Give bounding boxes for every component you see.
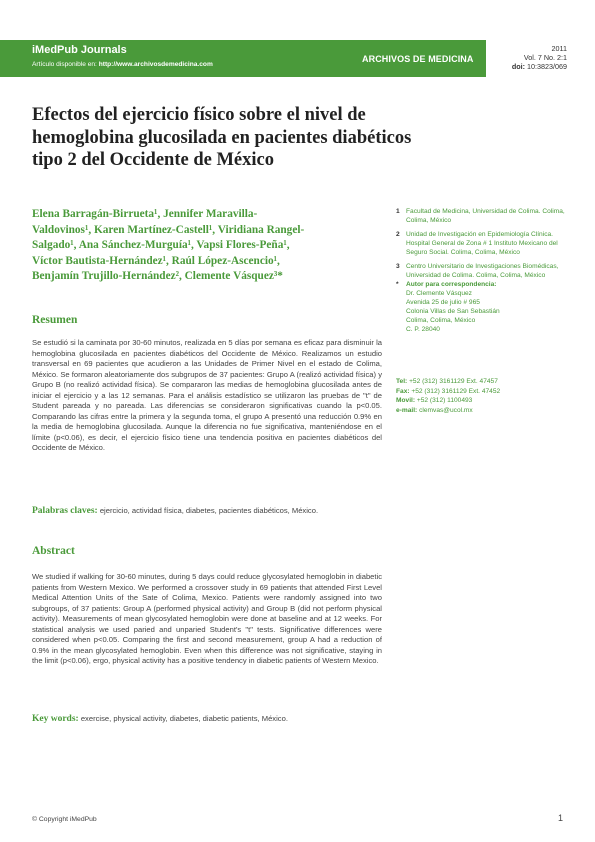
journal-url-link[interactable]: http://www.archivosdemedicina.com: [98, 61, 213, 68]
address-line: Colima, Colima, México: [406, 317, 476, 324]
abstract-text: We studied if walking for 30-60 minutes, during 5 days could reduce glycosylated hemoglobin in diabetic patients from Western Mexico. We performed a crossover study in 69 patients that attended First Level Medical Attention Units of the Sate of Colima, Mexico. Patients were randomly assigned into two subgroups, of 37 patients: Group A (performed physical activity) and Group B (did not perform physical activity). Measurements of mean glycosylated hemoglobin were done at baseline and at 12 weeks. For statistical analysis we used paried and unparied Student's "t" tests. Significative differences were considered when p<0.05. Comparing the first and second measurement, group A had a reduction of 0.9% in the mean glycosylated hemoglobin. Even when this difference was not significative, staying in the limit (p<0.06), ergo, physical activity has a positive tendency in diabetic patients of Western Mexico.: [32, 572, 382, 665]
author-line: Víctor Bautista-Hernández¹, Raúl López-Ascencio¹,: [32, 254, 280, 267]
affiliations: [396, 207, 571, 285]
author-line: Salgado¹, Ana Sánchez-Murguía¹, Vapsi Flores-Peña¹,: [32, 239, 290, 251]
article-title: Efectos del ejercicio físico sobre el nivel de hemoglobina glucosilada en pacientes diabéticos tipo 2 del Occidente de México: [32, 105, 412, 170]
journal-header-bar: [0, 40, 595, 77]
issue-volume: Vol. 7 No. 2:1: [523, 53, 567, 62]
address-line: Dr. Clemente Vásquez: [406, 290, 472, 297]
abstract-heading: Abstract: [32, 545, 75, 557]
issue-year: 2011: [551, 44, 567, 53]
palabras-claves: Palabras claves: ejercicio, actividad física, diabetes, pacientes diabéticos, México.: [32, 506, 319, 516]
author-list: [32, 207, 382, 285]
address-line: Colonia Villas de San Sebastián: [406, 308, 500, 315]
key-words: Key words: exercise, physical activity, diabetes, diabetic patients, México.: [32, 714, 288, 724]
publisher-name: iMedPub Journals: [32, 44, 127, 56]
affiliation-item: 1 Facultad de Medicina, Universidad de Colima. Colima, Colima, México: [396, 208, 565, 224]
correspondence-block: [396, 280, 571, 334]
contact-block: [396, 377, 571, 415]
address-line: Avenida 25 de julio # 965: [406, 299, 480, 306]
affiliation-item: 3 Centro Universitario de Investigaciones Biomédicas, Universidad de Colima. Colima, Colima, México: [396, 263, 559, 279]
contact-fax: Fax: +52 (312) 3161129 Ext. 47452: [396, 387, 501, 395]
author-line: Valdovinos¹, Karen Martínez-Castell¹, Viridiana Rangel-: [32, 223, 305, 236]
availability-line: [32, 61, 213, 68]
resumen-heading: Resumen: [32, 314, 78, 326]
affiliation-item: 2 Unidad de Investigación en Epidemiología Clínica. Hospital General de Zona # 1 Instituto Mexicano del Seguro Social. Colima, Colima, México: [396, 231, 558, 256]
contact-movil: Movil: +52 (312) 1100493: [396, 397, 473, 404]
email-link[interactable]: clemvas@ucol.mx: [419, 406, 473, 414]
issue-doi: doi: 10:3823/069: [511, 62, 567, 71]
author-line: Benjamín Trujillo-Hernández², Clemente Vásquez³*: [32, 270, 283, 282]
contact-email: e-mail: clemvas@ucol.mx: [396, 406, 473, 414]
contact-tel: Tel: +52 (312) 3161129 Ext. 47457: [396, 378, 498, 385]
author-line: Elena Barragán-Birrueta¹, Jennifer Maravilla-: [32, 208, 258, 220]
resumen-text: Se estudió si la caminata por 30-60 minutos, realizada en 5 días por semana es eficaz para disminuir la hemoglobina glucosilada en pacientes diabéticos del Occidente de México. Realizamos un estudio transversal en 69 pacientes que acudieron a las Unidades de Primer Nivel en el estado de Colima, México. Se formaron aleatoriamente dos subgrupos de 37 pacientes: Grupo A (realizó actividad física) y Grupo B (no realizó actividad física). Se compararon las medias de hemoglobina glucosilada antes de iniciar el ejercicio y a las 12 semanas. Para el análisis estadístico se utilizaron las pruebas de "t" de Student pareada y no pareada. Las diferencias se consideraron significativas cuando la p<0.05. Comparando las cifras entre la primera y la segunda toma, el grupo A presentó una reducción 0.9% en la media de hemoglobina glucosilada. Aunque la diferencia no fue significativa, manteniéndose en el límite (p<0.06), es decir, el ejercicio físico tiene una tendencia positiva en pacientes diabéticos del Occidente de México.: [32, 338, 382, 452]
address-line: C. P. 28040: [406, 326, 440, 333]
copyright: © Copyright iMedPub: [32, 816, 97, 823]
availability-label: Artículo disponible en:: [32, 61, 97, 68]
issue-info: [506, 44, 567, 71]
correspondence-label: * Autor para correspondencia:: [396, 281, 497, 288]
page-number: 1: [557, 813, 563, 823]
journal-name: ARCHIVOS DE MEDICINA: [362, 54, 474, 64]
